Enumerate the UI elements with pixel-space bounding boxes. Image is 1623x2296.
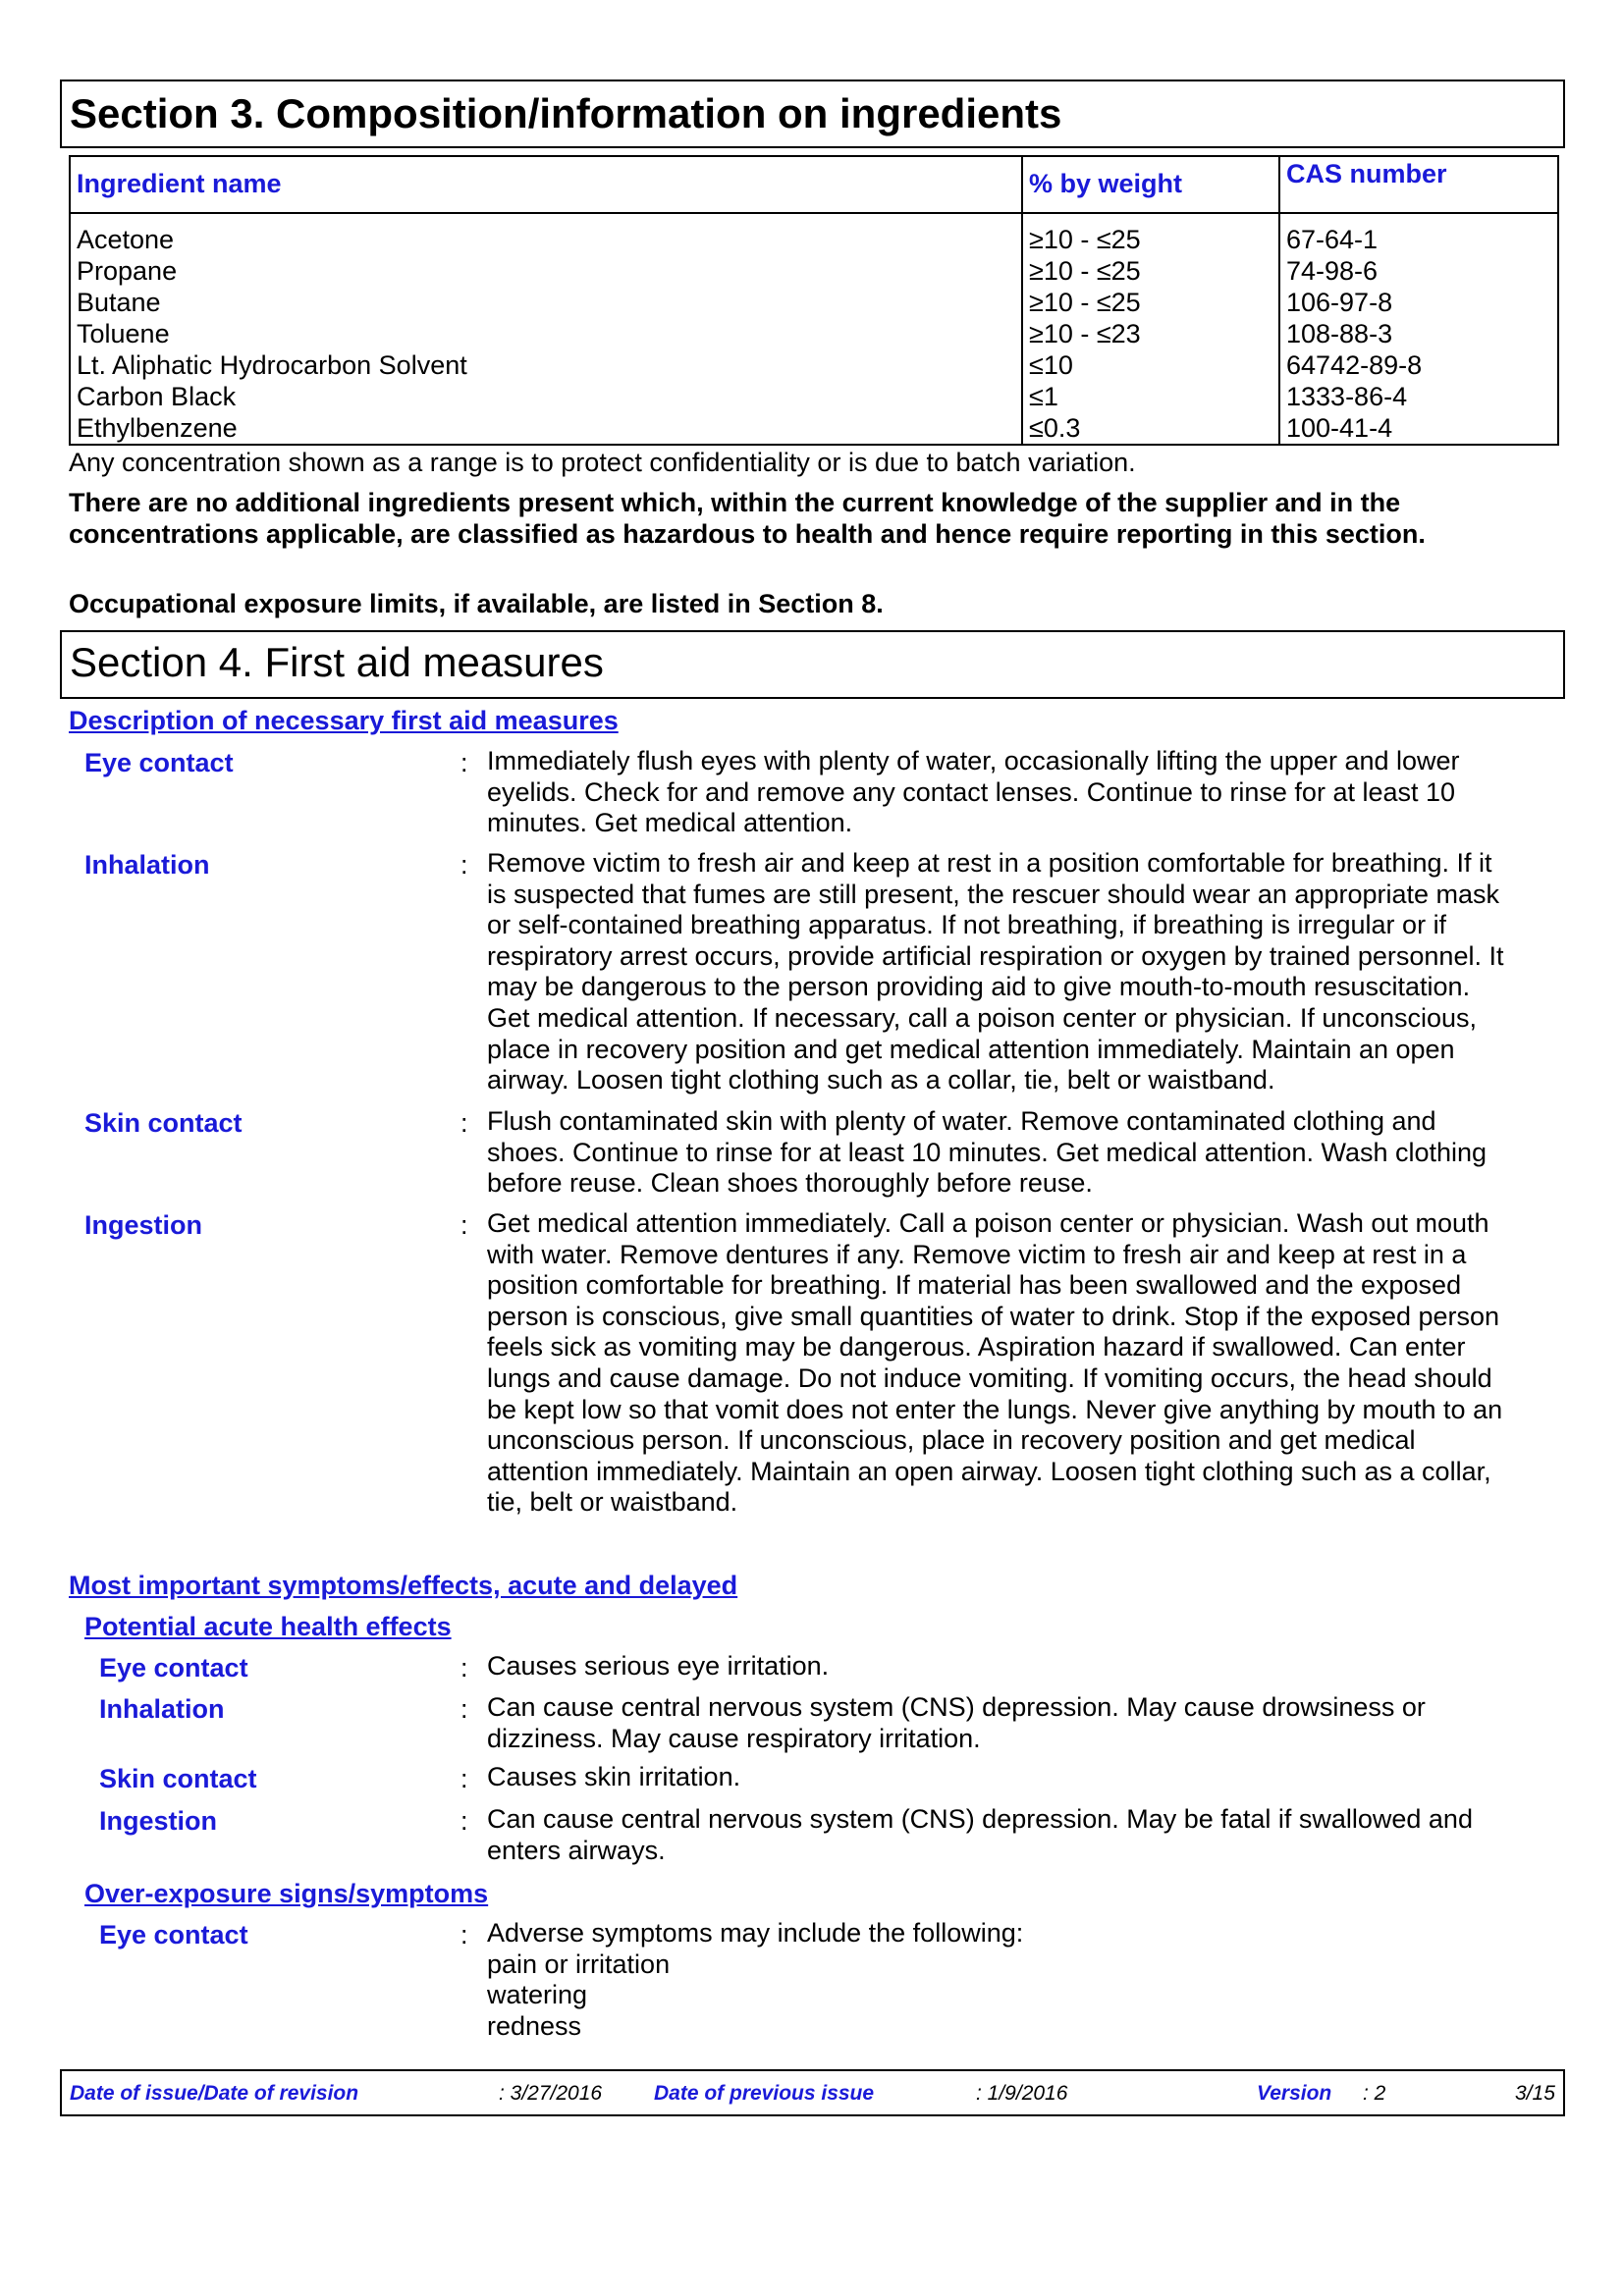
- ingredient-name-cell: Acetone: [77, 225, 175, 254]
- measure-text-line: or self-contained breathing apparatus. If not breathing, if breathing is irregular or if: [487, 910, 1447, 940]
- acute-effect-label: Skin contact: [99, 1764, 257, 1793]
- ingredient-cas-cell: 64742-89-8: [1286, 350, 1423, 380]
- measure-text-line: unconscious person. If unconscious, place in recovery position and get medical: [487, 1425, 1416, 1456]
- acute-effect-label: Eye contact: [99, 1653, 248, 1682]
- ingredient-name-cell: Carbon Black: [77, 382, 237, 411]
- acute-effect-label: Inhalation: [99, 1694, 225, 1724]
- measure-text-line: with water. Remove dentures if any. Remove victim to fresh air and keep at rest in a: [487, 1239, 1467, 1269]
- measure-text-line: airway. Loosen tight clothing such as a collar, tie, belt or waistband.: [487, 1065, 1275, 1095]
- issue-date-value: : 3/27/2016: [499, 2082, 603, 2105]
- overexposure-label: Eye contact: [99, 1920, 248, 1949]
- measure-text-line: tie, belt or waistband.: [487, 1487, 738, 1518]
- measure-colon: :: [460, 850, 468, 880]
- acute-effect-colon: :: [460, 1694, 468, 1724]
- acute-effect-text-line: Can cause central nervous system (CNS) depression. May be fatal if swallowed and: [487, 1804, 1473, 1834]
- page-footer: [60, 2069, 1565, 2116]
- ingredient-name-cell: Toluene: [77, 319, 170, 348]
- measure-text-line: respiratory arrest occurs, provide artificial respiration or oxygen by trained personnel. It: [487, 940, 1504, 971]
- col-header-weight: % by weight: [1022, 156, 1279, 213]
- oel-note: Occupational exposure limits, if available, are listed in Section 8.: [69, 589, 884, 618]
- section3-header: [60, 80, 1565, 148]
- measure-label: Skin contact: [84, 1108, 243, 1138]
- ingredient-name-cell: Ethylbenzene: [77, 413, 238, 443]
- measure-text-line: lungs and cause damage. Do not induce vomiting. If vomiting occurs, the head should: [487, 1363, 1492, 1393]
- acute-effect-text-line: Can cause central nervous system (CNS) depression. May cause drowsiness or: [487, 1692, 1426, 1722]
- acute-effect-text-line: enters airways.: [487, 1835, 666, 1865]
- ingredient-cas-cell: 100-41-4: [1286, 413, 1393, 443]
- measure-text-line: before reuse. Clean shoes thoroughly before reuse.: [487, 1168, 1093, 1199]
- ingredient-name-cell: Lt. Aliphatic Hydrocarbon Solvent: [77, 350, 467, 380]
- acute-effect-colon: :: [460, 1764, 468, 1793]
- measure-text-line: Immediately flush eyes with plenty of water, occasionally lifting the upper and lower: [487, 746, 1460, 775]
- previous-issue-label: Date of previous issue: [654, 2082, 875, 2105]
- ingredient-cas-cell: 1333-86-4: [1286, 382, 1408, 411]
- ingredient-weight-cell: ≤1: [1029, 382, 1058, 411]
- measure-colon: :: [460, 748, 468, 777]
- measure-text-line: shoes. Continue to rinse for at least 10 minutes. Get medical attention. Wash clothing: [487, 1137, 1488, 1167]
- ingredient-weight-cell: ≥10 - ≤23: [1029, 319, 1141, 348]
- measure-text-line: Flush contaminated skin with plenty of water. Remove contaminated clothing and: [487, 1106, 1436, 1136]
- acute-effect-label: Ingestion: [99, 1806, 217, 1836]
- measure-colon: :: [460, 1210, 468, 1240]
- no-additional-line2: concentrations applicable, are classified as hazardous to health and hence require reporting in this section.: [69, 519, 1426, 549]
- ingredient-cas-column: [1279, 213, 1558, 445]
- version-label: Version: [1257, 2082, 1332, 2105]
- measure-text-line: minutes. Get medical attention.: [487, 808, 853, 838]
- measure-label: Inhalation: [84, 850, 210, 880]
- overexposure-text-line: pain or irritation: [487, 1949, 671, 1979]
- no-additional-line1: There are no additional ingredients present which, within the current knowledge of the supplier and in the: [69, 488, 1401, 517]
- measure-text-line: is suspected that fumes are still present, the rescuer should wear an appropriate mask: [487, 879, 1500, 909]
- acute-effect-text-line: Causes skin irritation.: [487, 1762, 741, 1791]
- section4-title: Section 4. First aid measures: [70, 639, 604, 685]
- previous-issue-value: : 1/9/2016: [976, 2082, 1068, 2105]
- measure-text-line: eyelids. Check for and remove any contact lenses. Continue to rinse for at least 10: [487, 776, 1456, 807]
- overexposure-text-line: Adverse symptoms may include the following:: [487, 1918, 1024, 1948]
- overexposure-text-line: watering: [487, 1980, 588, 2010]
- section4-header: [60, 630, 1565, 699]
- section3-title: Section 3. Composition/information on ingredients: [70, 90, 1062, 136]
- ingredient-cas-cell: 67-64-1: [1286, 225, 1379, 254]
- measure-text-line: position comfortable for breathing. If material has been swallowed and the exposed: [487, 1270, 1462, 1301]
- ingredients-table: [69, 155, 1559, 446]
- version-value: : 2: [1363, 2082, 1386, 2105]
- measure-text-line: person is conscious, give small quantities of water to drink. Stop if the exposed person: [487, 1301, 1500, 1331]
- measure-text-line: place in recovery position and get medical attention immediately. Maintain an open: [487, 1034, 1455, 1064]
- measure-label: Eye contact: [84, 748, 234, 777]
- overexposure-text-line: redness: [487, 2010, 582, 2041]
- ingredient-weight-cell: ≥10 - ≤25: [1029, 225, 1141, 254]
- range-note: Any concentration shown as a range is to protect confidentiality or is due to batch variation.: [69, 448, 1136, 477]
- acute-effect-text-line: dizziness. May cause respiratory irritation.: [487, 1723, 981, 1753]
- ingredient-cas-cell: 108-88-3: [1286, 319, 1393, 348]
- ingredient-cas-cell: 106-97-8: [1286, 288, 1393, 317]
- measure-text-line: feels sick as vomiting may be dangerous. Aspiration hazard if swallowed. Can enter: [487, 1332, 1466, 1362]
- ingredient-weight-cell: ≥10 - ≤25: [1029, 288, 1141, 317]
- ingredient-weight-cell: ≥10 - ≤25: [1029, 256, 1141, 286]
- measure-text-line: Remove victim to fresh air and keep at rest in a position comfortable for breathing. If it: [487, 848, 1492, 878]
- acute-effect-text-line: Causes serious eye irritation.: [487, 1651, 830, 1681]
- acute-effect-colon: :: [460, 1806, 468, 1836]
- measure-text-line: attention immediately. Maintain an open airway. Loosen tight clothing such as a collar,: [487, 1456, 1491, 1486]
- measure-colon: :: [460, 1108, 468, 1138]
- overexposure-heading[interactable]: Over-exposure signs/symptoms: [84, 1879, 489, 1908]
- measure-text-line: be kept low so that vomit does not enter the lungs. Never give anything by mouth to an: [487, 1394, 1503, 1424]
- ingredient-cas-cell: 74-98-6: [1286, 256, 1379, 286]
- ingredient-name-cell: Butane: [77, 288, 161, 317]
- ingredient-weight-cell: ≤0.3: [1029, 413, 1081, 443]
- description-heading[interactable]: Description of necessary first aid measures: [69, 706, 619, 735]
- measure-label: Ingestion: [84, 1210, 202, 1240]
- col-header-cas: CAS number: [1279, 156, 1558, 213]
- col-header-ingredient: Ingredient name: [70, 156, 1022, 213]
- issue-date-label: Date of issue/Date of revision: [70, 2082, 359, 2105]
- ingredient-weight-cell: ≤10: [1029, 350, 1073, 380]
- overexposure-colon: :: [460, 1920, 468, 1949]
- acute-effect-colon: :: [460, 1653, 468, 1682]
- measure-text-line: Get medical attention immediately. Call a poison center or physician. Wash out mouth: [487, 1208, 1489, 1238]
- measure-text-line: may be dangerous to the person providing aid to give mouth-to-mouth resuscitation.: [487, 972, 1471, 1002]
- ingredient-weight-column: [1022, 213, 1279, 445]
- symptoms-heading[interactable]: Most important symptoms/effects, acute and delayed: [69, 1571, 738, 1600]
- acute-heading[interactable]: Potential acute health effects: [84, 1612, 452, 1641]
- measure-text-line: Get medical attention. If necessary, call a poison center or physician. If unconscious,: [487, 1003, 1478, 1033]
- page-number: 3/15: [1515, 2082, 1555, 2105]
- ingredient-name-cell: Propane: [77, 256, 178, 286]
- ingredient-name-column: [70, 213, 1022, 445]
